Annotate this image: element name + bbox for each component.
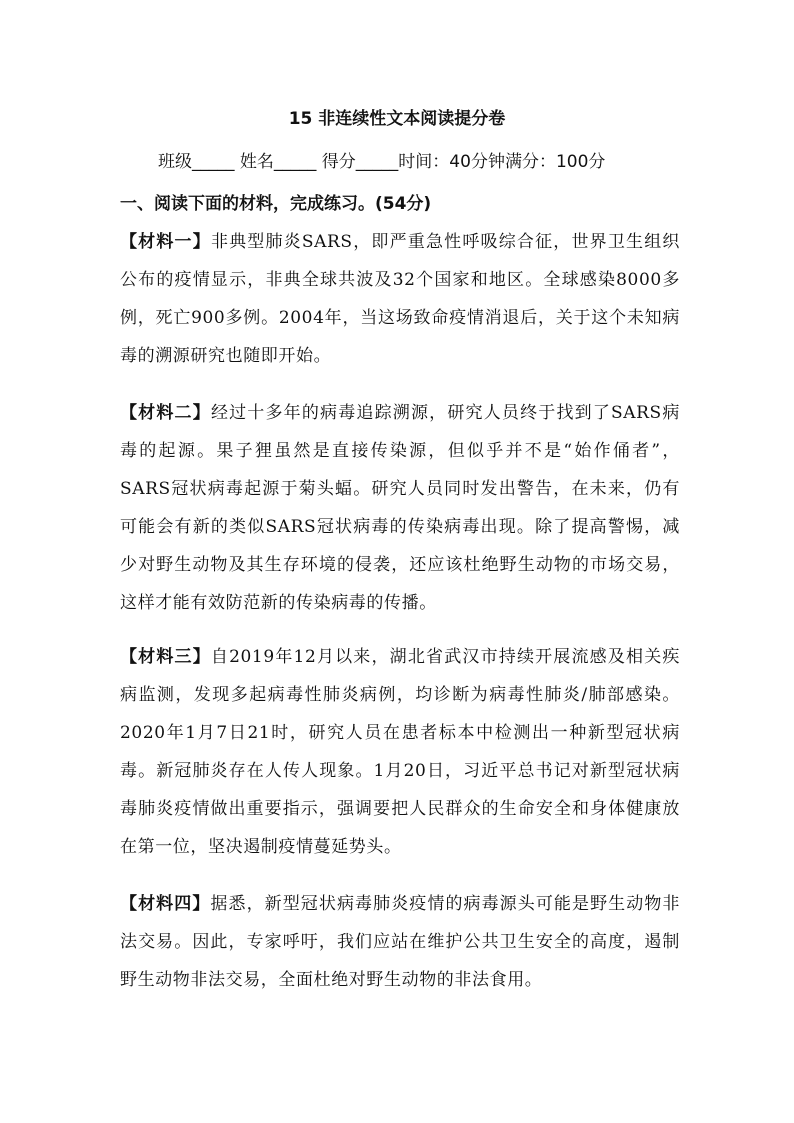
material-3-tag: 【材料三】 xyxy=(120,647,211,667)
material-1-tag: 【材料一】 xyxy=(120,232,211,252)
section-heading: 一、阅读下面的材料，完成练习。(54分) xyxy=(120,194,432,214)
material-4 xyxy=(120,885,680,999)
material-2-text: 经过十多年的病毒追踪溯源，研究人员终于找到了SARS病毒的起源。果子狸虽然是直接传染源，但似乎并不是“始作俑者”，SARS冠状病毒起源于菊头蝠。研究人员同时发出警告，在未来，仍有可能会有新的类似SARS冠状病毒的传染病毒出现。除了提高警惕，减少对野生动物及其生存环境的侵袭，还应该杜绝野生动物的市场交易，这样才能有效防范新的传染病毒的传播。 xyxy=(120,403,680,613)
material-1 xyxy=(120,223,680,375)
material-4-tag: 【材料四】 xyxy=(120,894,211,914)
material-2-tag: 【材料二】 xyxy=(120,403,211,423)
student-info-line: 班级_____ 姓名_____ 得分_____时间：40分钟满分：100分 xyxy=(158,152,606,172)
material-3-text: 自2019年12月以来，湖北省武汉市持续开展流感及相关疾病监测，发现多起病毒性肺炎病例，均诊断为病毒性肺炎/肺部感染。2020年1月7日21时，研究人员在患者标本中检测出一种新型冠状病毒。新冠肺炎存在人传人现象。1月20日，习近平总书记对新型冠状病毒肺炎疫情做出重要指示，强调要把人民群众的生命安全和身体健康放在第一位，坚决遏制疫情蔓延势头。 xyxy=(120,647,681,857)
material-4-text: 据悉，新型冠状病毒肺炎疫情的病毒源头可能是野生动物非法交易。因此，专家呼吁，我们应站在维护公共卫生安全的高度，遏制野生动物非法交易，全面杜绝对野生动物的非法食用。 xyxy=(120,894,680,990)
material-3 xyxy=(120,638,680,866)
page-title: 15 非连续性文本阅读提分卷 xyxy=(288,109,506,129)
material-1-text: 非典型肺炎SARS，即严重急性呼吸综合征，世界卫生组织公布的疫情显示，非典全球共波及32个国家和地区。全球感染8000多例，死亡900多例。2004年，当这场致命疫情消退后，关于这个未知病毒的溯源研究也随即开始。 xyxy=(120,232,680,366)
material-2 xyxy=(120,394,680,622)
